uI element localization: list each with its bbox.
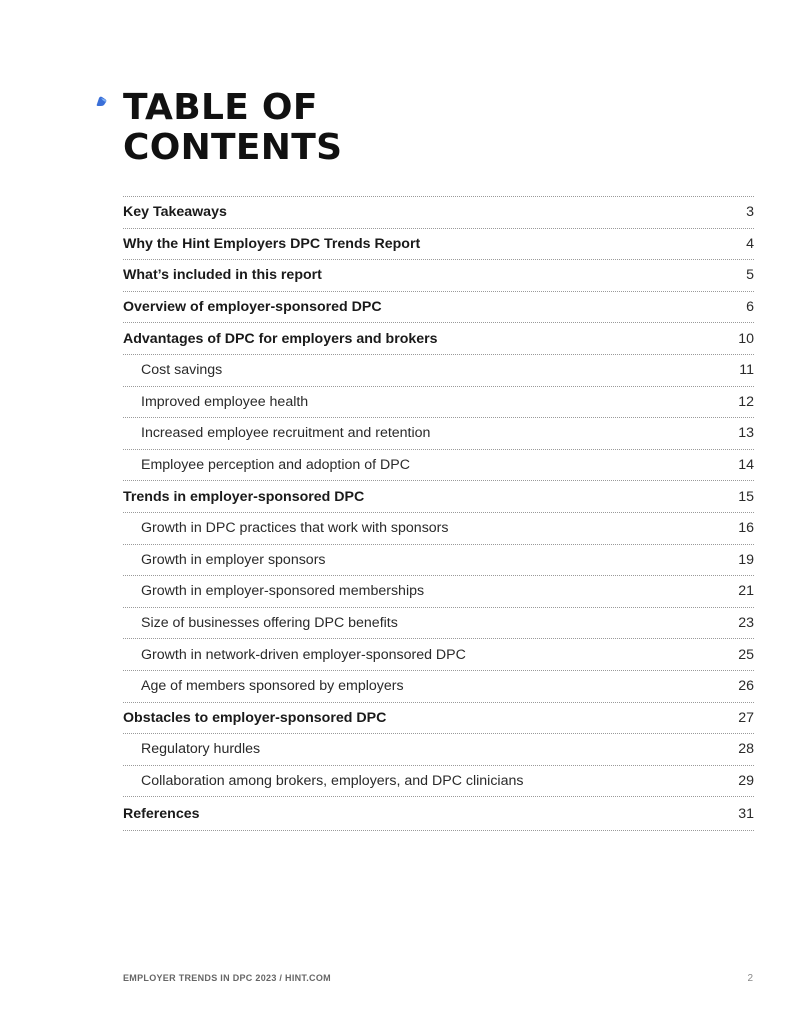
toc-entry-page: 27 xyxy=(738,709,754,726)
toc-entry-label: Increased employee recruitment and retention xyxy=(141,425,431,442)
toc-entry-page: 23 xyxy=(738,615,754,632)
title-line-1: TABLE OF xyxy=(123,87,318,128)
toc-entry-page: 5 xyxy=(746,267,754,284)
toc-entry-label: Growth in employer-sponsored memberships xyxy=(141,583,425,600)
toc-entry-label: Employee perception and adoption of DPC xyxy=(141,457,410,474)
toc-entry-label: Growth in network-driven employer-sponsored DPC xyxy=(141,646,466,663)
toc-entry[interactable] xyxy=(123,387,754,419)
toc-entry-label: Collaboration among brokers, employers, and DPC clinicians xyxy=(141,772,524,789)
toc-entry-label: Age of members sponsored by employers xyxy=(141,678,404,695)
table-of-contents xyxy=(123,196,754,831)
toc-entry[interactable] xyxy=(123,671,754,703)
toc-entry-page: 3 xyxy=(746,204,754,221)
toc-entry[interactable] xyxy=(123,260,754,292)
toc-entry[interactable] xyxy=(123,545,754,577)
toc-entry[interactable] xyxy=(123,513,754,545)
toc-entry[interactable] xyxy=(123,450,754,482)
toc-entry[interactable] xyxy=(123,734,754,766)
toc-entry-page: 12 xyxy=(738,393,754,410)
toc-entry-page: 16 xyxy=(738,520,754,537)
footer-text: EMPLOYER TRENDS IN DPC 2023 / HINT.COM xyxy=(123,973,331,983)
toc-entry[interactable] xyxy=(123,481,754,513)
hint-logo-icon xyxy=(95,95,107,107)
toc-entry-page: 28 xyxy=(738,741,754,758)
toc-entry-label: Size of businesses offering DPC benefits xyxy=(141,615,398,632)
toc-entry-page: 4 xyxy=(746,235,754,252)
toc-entry-label: Regulatory hurdles xyxy=(141,741,261,758)
toc-entry[interactable] xyxy=(123,797,754,831)
toc-entry[interactable] xyxy=(123,766,754,798)
toc-entry-label: Advantages of DPC for employers and brokers xyxy=(123,330,438,347)
toc-entry-label: Cost savings xyxy=(141,362,223,379)
toc-entry-label: Obstacles to employer-sponsored DPC xyxy=(123,709,387,726)
toc-entry-label: References xyxy=(123,805,200,822)
toc-entry[interactable] xyxy=(123,418,754,450)
toc-entry[interactable] xyxy=(123,639,754,671)
toc-entry-label: Why the Hint Employers DPC Trends Report xyxy=(123,235,421,252)
toc-entry-page: 15 xyxy=(738,488,754,505)
toc-entry-label: Improved employee health xyxy=(141,393,309,410)
toc-entry-label: Growth in DPC practices that work with sponsors xyxy=(141,520,449,537)
toc-entry-page: 25 xyxy=(738,646,754,663)
toc-entry-label: Key Takeaways xyxy=(123,204,227,221)
toc-entry-page: 26 xyxy=(738,678,754,695)
toc-entry-label: Trends in employer-sponsored DPC xyxy=(123,488,365,505)
page-number: 2 xyxy=(747,973,753,984)
toc-entry-page: 19 xyxy=(738,551,754,568)
toc-entry[interactable] xyxy=(123,608,754,640)
toc-entry[interactable] xyxy=(123,292,754,324)
toc-entry-page: 21 xyxy=(738,583,754,600)
toc-entry[interactable] xyxy=(123,576,754,608)
toc-entry[interactable] xyxy=(123,323,754,355)
toc-entry-page: 13 xyxy=(738,425,754,442)
toc-entry-label: What’s included in this report xyxy=(123,267,322,284)
toc-entry-label: Overview of employer-sponsored DPC xyxy=(123,299,382,316)
toc-entry[interactable] xyxy=(123,355,754,387)
toc-entry[interactable] xyxy=(123,229,754,261)
toc-entry-page: 14 xyxy=(738,457,754,474)
toc-entry-page: 11 xyxy=(739,362,754,379)
toc-entry-page: 29 xyxy=(738,772,754,789)
toc-entry[interactable] xyxy=(123,703,754,735)
toc-entry-page: 10 xyxy=(738,330,754,347)
toc-entry-page: 6 xyxy=(746,299,754,316)
toc-entry-page: 31 xyxy=(738,805,754,822)
title-line-2: CONTENTS xyxy=(123,127,343,168)
toc-entry-label: Growth in employer sponsors xyxy=(141,551,326,568)
toc-entry[interactable] xyxy=(123,197,754,229)
page-title xyxy=(123,88,342,168)
